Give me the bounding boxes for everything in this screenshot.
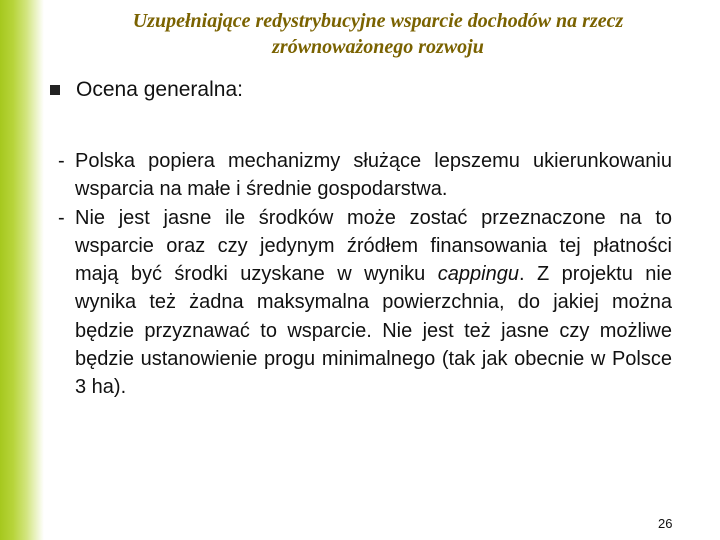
slide-title bbox=[58, 8, 698, 60]
dash-marker: - bbox=[58, 206, 65, 229]
page-number: 26 bbox=[658, 516, 673, 531]
section-heading bbox=[50, 78, 243, 102]
list-item-text: Polska popiera mechanizmy służące lepszemu ukierunkowaniu wsparcia na małe i średnie gospodarstwa. bbox=[75, 150, 672, 201]
list-item-italic-term: cappingu bbox=[437, 263, 519, 286]
list-item-text-before: Nie jest jasne ile środków może zostać przeznaczone na to wsparcie oraz czy jedynym źródłem finansowania tej płatności mają być środki uzyskane w wyniku bbox=[75, 206, 672, 286]
list-item bbox=[58, 204, 672, 402]
section-heading-text: Ocena generalna: bbox=[76, 78, 243, 101]
list-item bbox=[58, 147, 672, 204]
bullet-list bbox=[58, 147, 672, 402]
slide-title-line-2: zrównoważonego rozwoju bbox=[272, 36, 484, 58]
slide-title-line-1: Uzupełniające redystrybucyjne wsparcie dochodów na rzecz bbox=[132, 10, 624, 32]
dash-marker: - bbox=[58, 150, 65, 172]
square-bullet-icon bbox=[50, 85, 60, 95]
decorative-side-bar bbox=[0, 0, 44, 540]
list-item-text-after: . Z projektu nie wynika też żadna maksymalna powierzchnia, do jakiej można będzie przyznawać to wsparcie. Nie jest też jasne czy możliwe będzie ustanowienie progu minimalnego (tak jak obecnie w Polsce 3 ha). bbox=[75, 263, 672, 399]
